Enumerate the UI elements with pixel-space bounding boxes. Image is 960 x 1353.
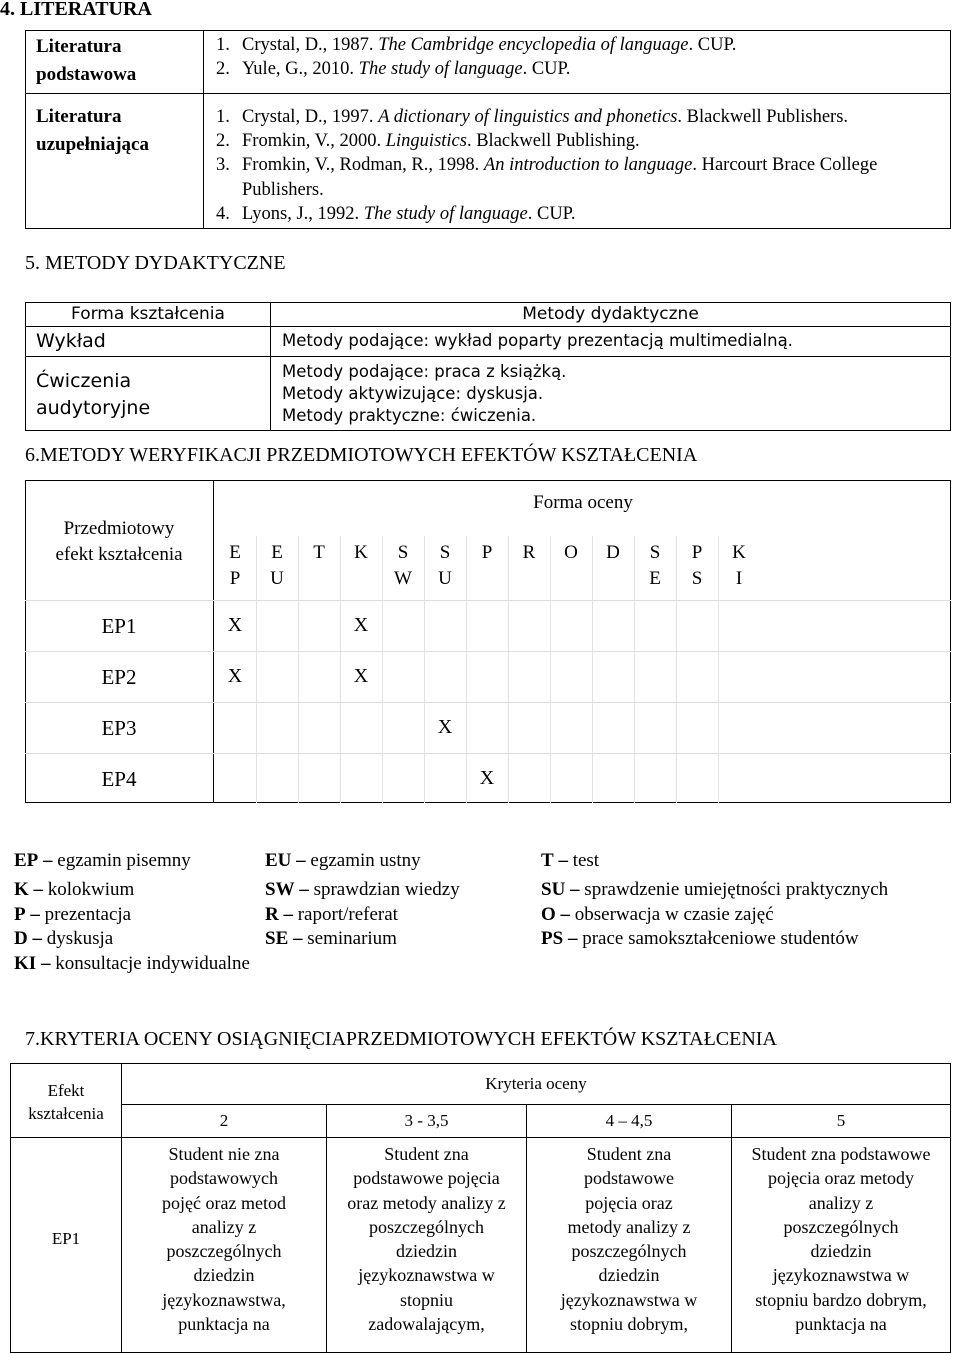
criteria-line: językoznawstwa w (560, 1289, 698, 1310)
criteria-line: podstawowe (584, 1168, 674, 1189)
legend-item (265, 879, 460, 901)
method-line: Metody aktywizujące: dyskusja. (282, 384, 544, 403)
column-header (551, 540, 591, 566)
column-header-line: O (564, 542, 578, 563)
grid-line (592, 536, 593, 803)
grade-3: 3 - 3,5 (404, 1111, 449, 1130)
methods-table (25, 302, 951, 431)
header-line: Efekt (47, 1081, 85, 1100)
legend-abbr: SU (541, 879, 566, 900)
legend-abbr: EU (265, 850, 292, 871)
column-header (635, 540, 675, 592)
grid-line (25, 600, 951, 601)
legend-item (541, 904, 774, 926)
column-header-line: P (481, 542, 493, 563)
legend-abbr: T (541, 850, 554, 871)
legend-item (14, 904, 131, 926)
legend-dash: – (293, 928, 303, 949)
reference-item (216, 202, 942, 226)
reference-number: 4. (216, 203, 230, 224)
mark-x: X (437, 716, 453, 738)
supplementary-literature-row (25, 93, 951, 229)
criteria-line: Student zna (586, 1144, 672, 1164)
column-header-line: S (397, 542, 409, 563)
label-line: Literatura (36, 36, 122, 57)
column-header-line: K (732, 542, 746, 563)
legend-item (14, 850, 191, 872)
criteria-line: stopniu (399, 1289, 453, 1310)
reference-title: The study of language (358, 59, 523, 80)
column-header (257, 540, 297, 592)
legend-item (14, 879, 134, 901)
reference-authors: Crystal, D., 1987. (242, 35, 379, 55)
grid-line (550, 536, 551, 803)
criteria-line: punktacja na (795, 1314, 887, 1335)
legend-desc: test (572, 850, 600, 871)
criteria-cell-2 (122, 1142, 326, 1336)
column-header-line: W (394, 568, 412, 589)
criteria-table (10, 1063, 951, 1353)
mark-x: X (353, 665, 369, 687)
grid-line (950, 480, 951, 803)
grade-4: 4 – 4,5 (605, 1111, 653, 1130)
basic-literature-label (26, 31, 204, 93)
reference-authors: Fromkin, V., Rodman, R., 1998. (242, 155, 484, 176)
effect-label: EP4 (101, 767, 137, 791)
legend-desc: sprawdzian wiedzy (313, 879, 460, 900)
column-header-line: U (270, 568, 284, 589)
criteria-line: poszczególnych (571, 1241, 687, 1262)
legend-desc: seminarium (307, 928, 397, 949)
legend-dash: – (296, 850, 306, 871)
form-line: Ćwiczenia (36, 370, 132, 392)
legend-item (541, 879, 888, 901)
col-metody: Metody dydaktyczne (522, 304, 699, 324)
legend-item (265, 904, 398, 926)
header-line: efekt kształcenia (55, 544, 183, 565)
column-header-line: S (649, 542, 661, 563)
column-header (509, 540, 549, 566)
reference-number: 3. (216, 155, 230, 176)
legend-abbr: O (541, 904, 556, 925)
column-header-line: E (649, 568, 661, 589)
divider (26, 356, 950, 357)
column-header-line: P (691, 542, 703, 563)
legend-item (265, 928, 397, 950)
column-header-line: R (522, 542, 536, 563)
column-header (215, 540, 255, 592)
legend-dash: – (570, 879, 580, 900)
legend-desc: egzamin ustny (310, 850, 421, 871)
methods-wyklad: Metody podające: wykład poparty prezentacją multimedialną. (282, 331, 793, 350)
column-header (341, 540, 381, 566)
reference-title: The Cambridge encyclopedia of language (378, 35, 689, 55)
basic-references (216, 33, 942, 81)
legend-dash: – (32, 928, 42, 949)
criteria-line: podstawowych (170, 1168, 278, 1189)
reference-number: 1. (216, 107, 230, 127)
reference-item (216, 33, 942, 57)
column-header-line: T (313, 542, 325, 563)
criteria-line: dziedzin (396, 1241, 457, 1262)
criteria-line: dziedzin (598, 1265, 660, 1286)
grid-line (213, 480, 214, 803)
criteria-line: podstawowe pojęcia (353, 1168, 500, 1189)
reference-authors: Fromkin, V., 2000. (242, 131, 386, 152)
legend-abbr: K (14, 879, 29, 900)
criteria-line: analizy z (808, 1192, 874, 1213)
column-header-line: S (439, 542, 451, 563)
grid-line (25, 651, 951, 652)
reference-title: An introduction to language (483, 155, 693, 176)
column-header-line: E (229, 542, 241, 563)
criteria-header: Kryteria oceny (485, 1074, 587, 1093)
reference-publisher: . Blackwell Publishing. (466, 131, 640, 152)
legend-abbr: PS (541, 928, 564, 949)
section-7-title: 7.KRYTERIA OCENY OSIĄGNIĘCIAPRZEDMIOTOWYCH EFEKTÓW KSZTAŁCENIA (25, 1028, 777, 1050)
criteria-line: poszczególnych (783, 1216, 899, 1237)
criteria-line: pojęcia oraz metody (768, 1168, 914, 1189)
reference-item (216, 153, 942, 201)
criteria-line: metody analizy z (567, 1216, 691, 1237)
form-cwiczenia (36, 368, 150, 422)
effect-label: EP2 (101, 665, 137, 689)
column-header-line: K (354, 542, 368, 563)
section-5-title: 5. METODY DYDAKTYCZNE (25, 252, 286, 274)
effect-header (11, 1079, 121, 1125)
reference-item (216, 105, 942, 129)
column-header-line: P (229, 568, 241, 589)
column-header (593, 540, 633, 566)
divider (11, 1137, 950, 1138)
reference-publisher: . Blackwell Publishers. (677, 107, 849, 127)
effect-label: EP3 (101, 716, 137, 740)
column-header-line: D (606, 542, 620, 563)
label-line: Literatura (36, 106, 122, 127)
verification-grid (25, 480, 951, 803)
grade-2: 2 (219, 1111, 229, 1130)
basic-literature-row (25, 30, 951, 94)
legend-item (14, 953, 250, 975)
grid-line (25, 480, 951, 481)
criteria-line: językoznawstwa w (772, 1265, 910, 1286)
mark-x: X (353, 614, 369, 636)
legend-dash: – (30, 904, 40, 925)
legend-desc: prace samokształceniowe studentów (582, 928, 859, 949)
method-line: Metody praktyczne: ćwiczenia. (282, 406, 537, 425)
legend-abbr: D (14, 928, 28, 949)
effect-header (25, 516, 213, 568)
supplementary-literature-label (26, 93, 204, 228)
legend-desc: dyskusja (46, 928, 114, 949)
legend-abbr: P (14, 904, 26, 925)
legend-item (265, 850, 421, 872)
grid-line (25, 802, 951, 803)
supplementary-references (216, 105, 942, 226)
legend-dash: – (283, 904, 293, 925)
legend-abbr: SE (265, 928, 289, 949)
criteria-line: pojęć oraz metod (162, 1192, 286, 1213)
legend-dash: – (560, 904, 571, 925)
reference-publisher: . CUP. (522, 59, 571, 80)
column-header (299, 540, 339, 566)
legend-dash: – (558, 850, 568, 871)
legend-dash: – (33, 879, 44, 900)
criteria-cell-5 (732, 1142, 950, 1336)
legend-desc: raport/referat (297, 904, 398, 925)
reference-item (216, 129, 942, 153)
column-header (467, 540, 507, 566)
criteria-line: Student nie zna (168, 1144, 280, 1164)
reference-item (216, 57, 942, 81)
criteria-line: pojęcia oraz (585, 1192, 673, 1213)
legend-desc: obserwacja w czasie zajęć (574, 904, 774, 925)
legend-abbr: SW (265, 879, 295, 900)
reference-title: The study of language (363, 203, 528, 224)
legend-desc: kolokwium (47, 879, 135, 900)
reference-title: Linguistics (385, 131, 467, 152)
section-6-title: 6.METODY WERYFIKACJI PRZEDMIOTOWYCH EFEKTÓW KSZTAŁCENIA (25, 444, 698, 466)
reference-number: 2. (216, 59, 230, 80)
criteria-line: Student zna (384, 1144, 469, 1164)
legend-item (541, 928, 859, 950)
criteria-line: poszczególnych (369, 1216, 484, 1237)
forma-oceny-header: Forma oceny (533, 492, 633, 513)
criteria-line: stopniu bardzo dobrym, (755, 1289, 927, 1310)
effect-label: EP1 (101, 614, 137, 638)
column-header-line: E (271, 542, 283, 563)
legend-desc: egzamin pisemny (57, 850, 191, 871)
mark-x: X (227, 665, 243, 687)
legend-desc: konsultacje indywidualne (55, 953, 250, 974)
criteria-line: oraz metody analizy z (347, 1192, 506, 1213)
reference-publisher: . Harcourt Brace College Publishers. (242, 155, 878, 200)
column-header-line: S (691, 568, 703, 589)
grid-line (25, 753, 951, 754)
column-header (383, 540, 423, 592)
column-header (425, 540, 465, 592)
legend-abbr: R (265, 904, 279, 925)
column-header-line: I (735, 568, 743, 589)
mark-x: X (227, 614, 243, 636)
criteria-line: analizy z (191, 1216, 257, 1237)
criteria-line: językoznawstwa w (358, 1265, 495, 1286)
criteria-line: punktacja na (178, 1314, 270, 1335)
criteria-cell-4 (527, 1142, 731, 1336)
divider (121, 1104, 950, 1105)
column-header-line: U (438, 568, 452, 589)
column-header (719, 540, 759, 592)
legend-item (541, 850, 599, 872)
legend-desc: prezentacja (44, 904, 132, 925)
criteria-cell-3 (327, 1142, 526, 1336)
form-line: audytoryjne (36, 397, 151, 419)
column-header (677, 540, 717, 592)
legend-abbr: KI (14, 953, 37, 974)
grid-line (466, 536, 467, 803)
criteria-line: dziedzin (193, 1265, 255, 1286)
criteria-line: Student zna podstawowe (751, 1144, 931, 1164)
reference-authors: Yule, G., 2010. (242, 59, 359, 80)
legend-dash: – (299, 879, 309, 900)
row-label-ep1: EP1 (51, 1229, 81, 1248)
legend-abbr: EP (14, 850, 39, 871)
label-line: podstawowa (36, 64, 137, 85)
section-4-title: 4. LITERATURA (0, 0, 152, 20)
grid-line (25, 480, 26, 803)
methods-cwiczenia (282, 361, 566, 427)
label-line: uzupełniająca (36, 134, 149, 155)
legend-desc: sprawdzenie umiejętności praktycznych (584, 879, 889, 900)
reference-authors: Lyons, J., 1992. (242, 203, 364, 224)
col-forma: Forma kształcenia (71, 304, 225, 324)
mark-x: X (479, 767, 495, 789)
reference-publisher: . CUP. (688, 35, 737, 55)
criteria-line: poszczególnych (166, 1241, 282, 1262)
grid-line (298, 536, 299, 803)
reference-authors: Crystal, D., 1997. (242, 107, 379, 127)
reference-title: A dictionary of linguistics and phonetics (378, 107, 678, 127)
divider (26, 326, 950, 327)
form-wyklad: Wykład (36, 330, 106, 352)
reference-number: 1. (216, 35, 230, 55)
criteria-line: dziedzin (810, 1241, 872, 1262)
grade-5: 5 (836, 1111, 846, 1130)
legend-dash: – (40, 953, 51, 974)
legend-dash: – (43, 850, 53, 871)
criteria-line: językoznawstwa, (162, 1289, 286, 1310)
header-line: Przedmiotowy (63, 518, 175, 539)
grid-line (25, 702, 951, 703)
reference-number: 2. (216, 131, 230, 152)
header-line: kształcenia (28, 1104, 104, 1123)
legend-dash: – (567, 928, 578, 949)
reference-publisher: . CUP. (527, 203, 576, 224)
criteria-line: stopniu dobrym, (569, 1314, 688, 1335)
method-line: Metody podające: praca z książką. (282, 362, 567, 381)
criteria-line: zadowalającym, (368, 1314, 485, 1335)
grid-line (508, 536, 509, 803)
legend-item (14, 928, 113, 950)
